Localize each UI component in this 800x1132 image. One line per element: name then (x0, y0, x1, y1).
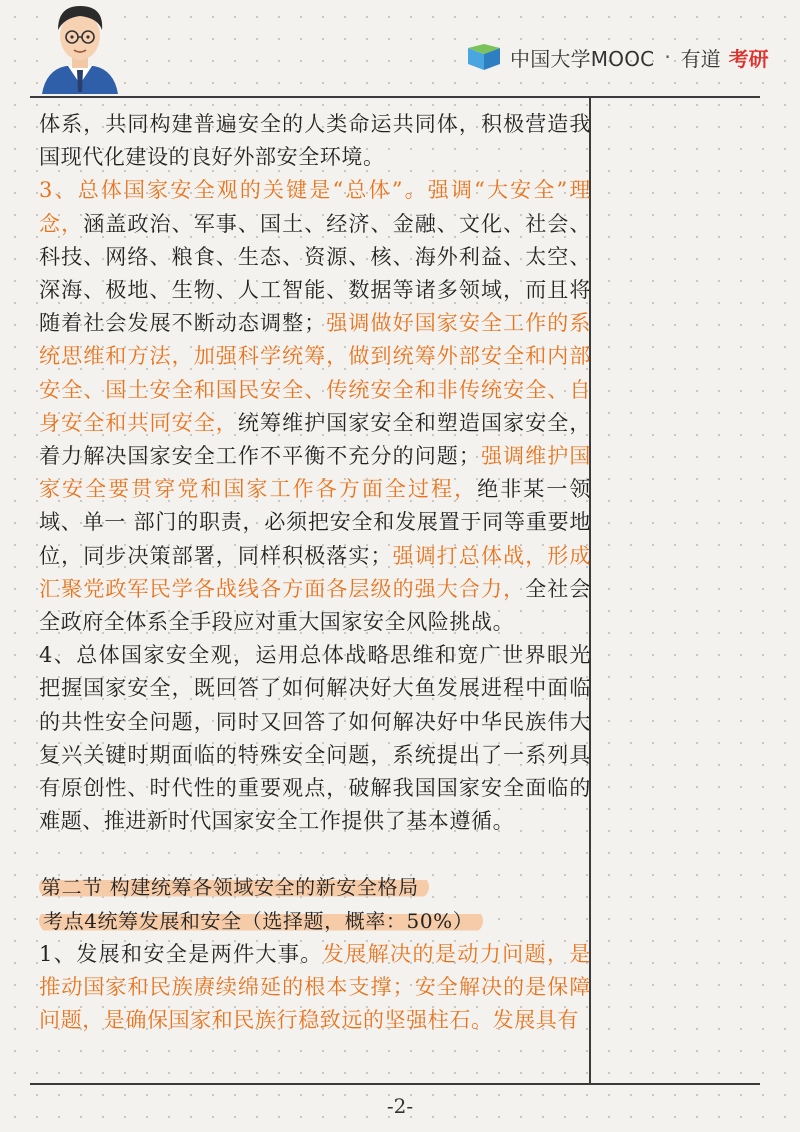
highlight-text: 发展解决的是动力问题，是推动国家和民族赓续绵延的根本支撑；安全解决的是保障问题，是确保国家和民族行稳致远的坚强柱石。发展具有 (39, 941, 591, 1033)
logo-brand3-text: 考研 (728, 46, 769, 71)
body-text: 涵盖政治、军事、国土、经济、金融、文化、社会、科技、网络、粮食、生态、资源、核、海外利益、太空、深海、极地、生物、人工智能、数据等诸多领域，而且将随着社会发展不断动态调整； (39, 211, 591, 336)
mooc-logo-icon (466, 44, 502, 70)
document-body (39, 108, 591, 1037)
paragraph-1: 体系，共同构建普遍安全的人类命运共同体，积极营造我国现代化建设的良好外部安全环境。 (39, 112, 591, 170)
body-text: 绝非某一领域、单一 部门的职责，必须把安全和发展置于同等重要地位，同步决策部署，同样积极落实； (39, 477, 591, 568)
frame-bottom-rule (30, 1083, 760, 1085)
body-text: 全社会全政府全体系全手段应对重大国家安全风险挑战。 (39, 576, 591, 635)
highlight-text: 强调维护国家安全要贯穿党和国家工作各方面全过程， (39, 444, 591, 502)
cartoon-teacher-avatar-icon (38, 0, 122, 94)
spacer (39, 838, 591, 871)
frame-top-rule (30, 96, 760, 98)
paragraph-key-point-3 (39, 174, 591, 639)
page-header (0, 0, 800, 96)
section-heading-line (39, 871, 591, 904)
highlight-text: 强调做好国家安全工作的系统思维和方法，加强科学统筹，做到统筹外部安全和内部安全、国土安全和国民安全、传统安全和非传统安全、自身安全和共同安全， (39, 311, 591, 435)
paragraph-key-point-4: 4、总体国家安全观，运用总体战略思维和宽广世界眼光把握国家安全，既回答了如何解决好大鱼发展进程中面临的共性安全问题，同时又回答了如何解决好中华民族伟大复兴关键时期面临的特殊安全问题，系统提出了一系列具有原创性、时代性的重要观点，破解我国国家安全面临的难题、推进新时代国家安全工作提供了基本遵循。 (39, 643, 591, 834)
logo-separator: · (664, 45, 671, 69)
body-text: 统筹维护国家安全和塑造国家安全，着力解决国家安全工作不平衡不充分的问题； (39, 410, 591, 469)
logo-brand-text: 中国大学MOOC (510, 46, 655, 71)
point-heading-line (39, 905, 591, 938)
highlight-text: 强调打总体战，形成汇聚党政军民学各战线各方面各层级的强大合力， (39, 543, 591, 601)
section-heading: 第二节 构建统筹各领域安全的新安全格局 (39, 875, 429, 899)
paragraph-development-security (39, 938, 591, 1038)
exam-point-heading: 考点4统筹发展和安全（选择题，概率：50%） (39, 909, 483, 933)
highlight-text: 3、总体国家安全观的关键是“总体”。强调“大安全”理念， (39, 178, 591, 236)
logo-brand2-text: 有道 (680, 46, 721, 71)
body-text: 1、发展和安全是两件大事。 (39, 941, 323, 966)
page-number: -2- (386, 1094, 414, 1118)
mooc-kaoyan-logo (466, 40, 769, 74)
